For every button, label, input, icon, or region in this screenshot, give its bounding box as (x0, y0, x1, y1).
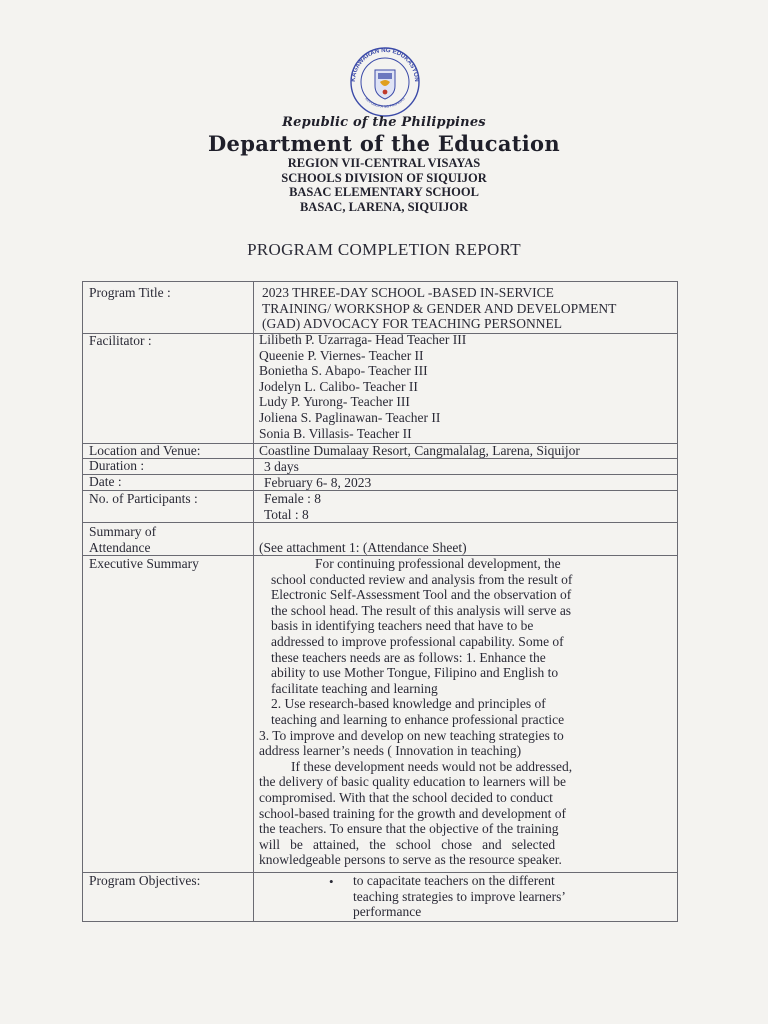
date-value: February 6- 8, 2023 (264, 475, 372, 490)
summary-line: compromised. With that the school decided to conduct (259, 789, 553, 805)
letterhead-school: BASAC ELEMENTARY SCHOOL (289, 185, 479, 199)
bullet-icon: • (329, 874, 334, 889)
program-title-line: 2023 THREE-DAY SCHOOL -BASED IN-SERVICE (262, 285, 554, 300)
summary-line: addressed to improve professional capability. Some of (271, 633, 564, 649)
summary-line: will be attained, the school chose and selected (259, 836, 556, 852)
executive-summary-text (259, 556, 671, 868)
summary-line: ability to use Mother Tongue, Filipino and English to (271, 665, 559, 681)
republic-line: Republic of the Philippines (282, 115, 486, 130)
objective-line: to capacitate teachers on the different (353, 873, 555, 888)
objectives-label: Program Objectives: (89, 873, 201, 888)
participants-label: No. of Participants : (89, 491, 198, 506)
summary-line: the teachers. To ensure that the objective of the training (259, 821, 559, 837)
facilitator-item: Lilibeth P. Uzarraga- Head Teacher III (259, 332, 467, 347)
summary-line: Electronic Self-Assessment Tool and the observation of (271, 587, 572, 603)
facilitator-label: Facilitator : (89, 333, 152, 348)
attendance-label-line: Attendance (89, 539, 151, 555)
attendance-label-line: Summary of (89, 524, 157, 539)
summary-line: facilitate teaching and learning (271, 680, 438, 696)
letterhead-division: SCHOOLS DIVISION OF SIQUIJOR (281, 170, 487, 185)
participants-female: Female : 8 (264, 491, 321, 506)
program-title-line: (GAD) ADVOCACY FOR TEACHING PERSONNEL (262, 316, 563, 332)
objective-line: performance (353, 904, 422, 920)
summary-line: 3. To improve and develop on new teaching strategies to (259, 727, 564, 743)
participants-total: Total : 8 (264, 506, 309, 522)
summary-line: 2. Use research-based knowledge and principles of (271, 696, 546, 712)
department-name: Department of the Education (208, 131, 560, 156)
duration-label: Duration : (89, 458, 145, 473)
summary-line: school conducted review and analysis from the result of (271, 571, 573, 587)
program-title-label: Program Title : (89, 285, 171, 300)
duration-value: 3 days (264, 459, 299, 474)
attendance-label (89, 524, 156, 555)
executive-summary-label: Executive Summary (89, 556, 199, 571)
summary-line: the delivery of basic quality education to learners will be (259, 774, 567, 790)
objectives-list (353, 873, 675, 920)
objective-line: teaching strategies to improve learners’ (353, 888, 566, 904)
summary-line: these teachers needs are as follows: 1. Enhance the (271, 649, 546, 665)
summary-line: teaching and learning to enhance professional practice (271, 711, 565, 727)
facilitator-item: Joliena S. Paglinawan- Teacher II (259, 409, 441, 425)
report-title: PROGRAM COMPLETION REPORT (247, 240, 521, 259)
summary-line: the school head. The result of this analysis will serve as (271, 602, 572, 618)
location-value: Coastline Dumalaay Resort, Cangmalalag, Larena, Siquijor (259, 443, 580, 458)
summary-line: basis in identifying teachers need that have to be (271, 618, 534, 634)
facilitator-item: Sonia B. Villasis- Teacher II (259, 425, 412, 441)
report-table (82, 281, 678, 922)
facilitator-item: Jodelyn L. Calibo- Teacher II (259, 378, 418, 394)
location-label: Location and Venue: (89, 443, 201, 458)
summary-line: For continuing professional development, the (315, 556, 561, 571)
facilitator-list (259, 332, 673, 441)
program-title-value (262, 285, 676, 332)
attendance-value: (See attachment 1: (Attendance Sheet) (259, 540, 467, 555)
column-divider (253, 282, 254, 921)
letterhead-details (0, 156, 768, 214)
program-title-line: TRAINING/ WORKSHOP & GENDER AND DEVELOPMENT (262, 300, 617, 316)
deped-seal-icon (345, 46, 425, 118)
facilitator-item: Bonietha S. Abapo- Teacher III (259, 363, 428, 379)
seal-top-text: KAGAWARAN NG EDUKASYON (349, 46, 421, 82)
facilitator-item: Ludy P. Yurong- Teacher III (259, 394, 410, 410)
letterhead-region: REGION VII-CENTRAL VISAYAS (287, 156, 481, 170)
participants-value (264, 491, 678, 522)
letterhead-address: BASAC, LARENA, SIQUIJOR (299, 199, 469, 214)
summary-line: school-based training for the growth and development of (259, 805, 567, 821)
summary-line: address learner’s needs ( Innovation in teaching) (259, 743, 522, 759)
seal-bottom-text: REPUBLIKA NG PILIPINAS (364, 96, 406, 109)
date-label: Date : (89, 474, 122, 489)
summary-line: If these development needs would not be addressed, (291, 758, 573, 774)
summary-line: knowledgeable persons to serve as the resource speaker. (259, 852, 562, 868)
facilitator-item: Queenie P. Viernes- Teacher II (259, 347, 424, 363)
